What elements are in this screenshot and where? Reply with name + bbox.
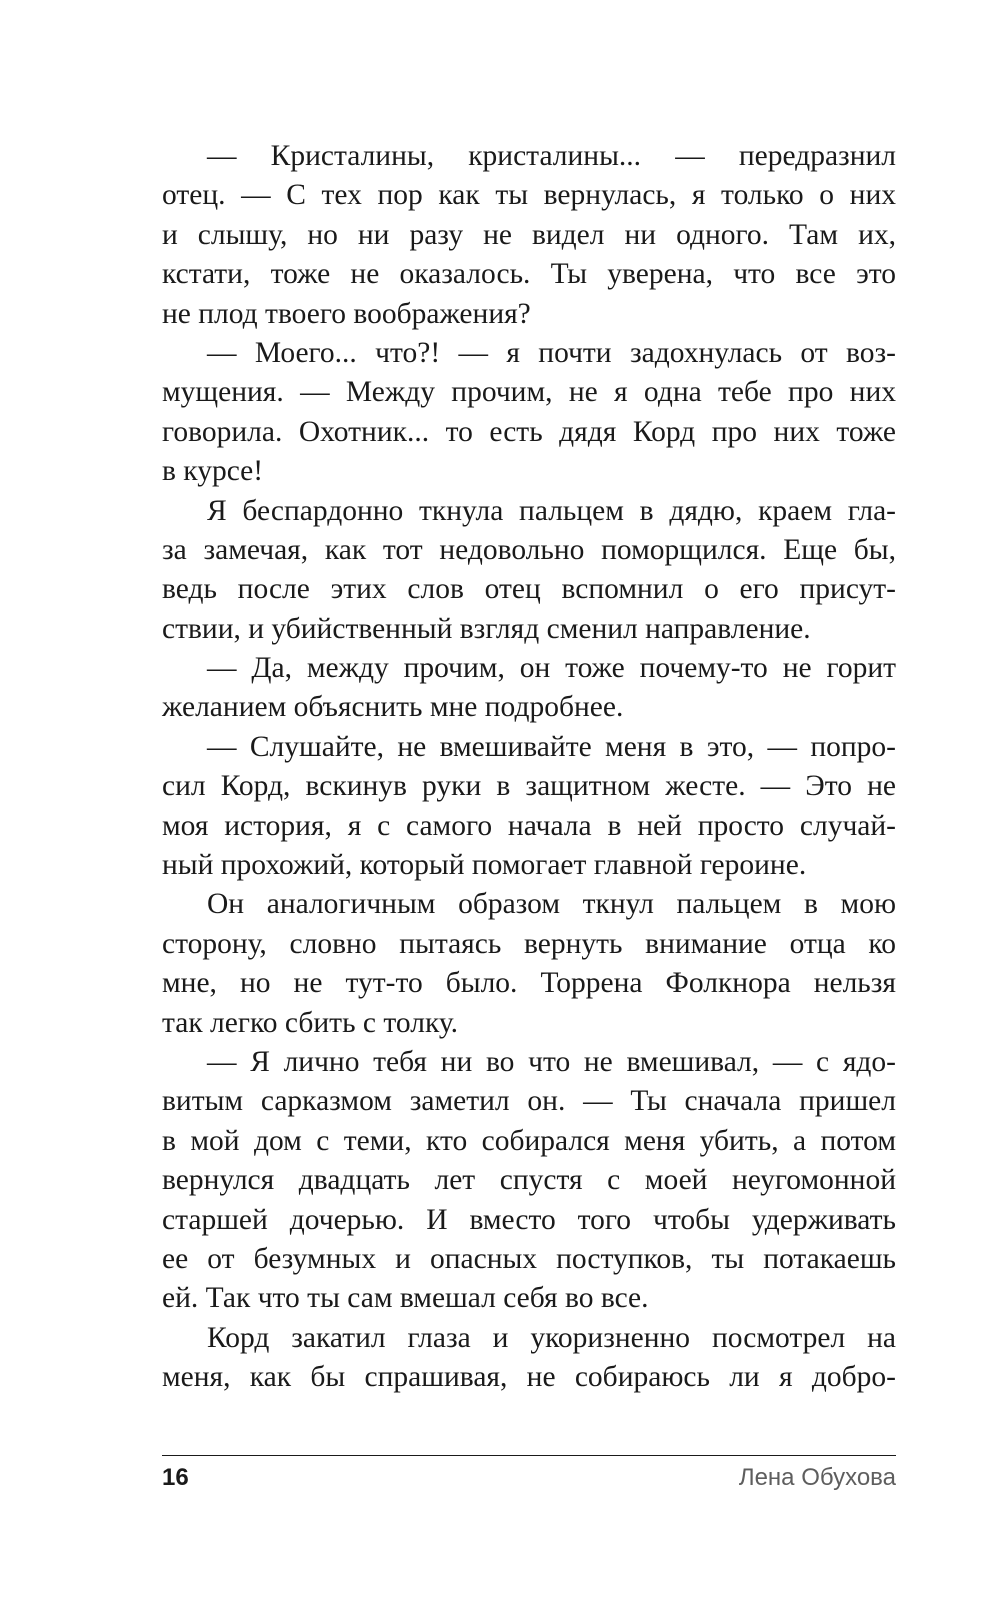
footer-divider [162, 1455, 896, 1456]
text-line: не плод твоего воображения? [162, 297, 531, 330]
text-line: моя история, я с самого начала в ней просто случай- [162, 809, 896, 842]
text-line: ведь после этих слов отец вспомнил о его присут- [162, 573, 896, 606]
text-line: в мой дом с теми, кто собирался меня убить, а потом [162, 1124, 896, 1157]
text-line: ствии, и убийственный взгляд сменил направление. [162, 612, 811, 645]
text-line: витым сарказмом заметил он. — Ты сначала пришел [162, 1085, 896, 1118]
text-line: — Я лично тебя ни во что не вмешивал, — с ядо- [207, 1045, 896, 1078]
text-line: ей. Так что ты сам вмешал себя во все. [162, 1282, 649, 1315]
running-footer-author: Лена Обухова [738, 1464, 896, 1491]
text-line: и слышу, но ни разу не видел ни одного. Там их, [162, 218, 896, 251]
text-line: за замечая, как тот недовольно поморщился. Еще бы, [162, 533, 896, 566]
text-line: мущения. — Между прочим, не я одна тебе про них [162, 376, 896, 409]
text-line: так легко сбить с толку. [162, 1006, 459, 1039]
text-line: меня, как бы спрашивая, не собираюсь ли я добро- [162, 1361, 896, 1394]
text-line: — Кристалины, кристалины... — передразнил [207, 140, 896, 172]
body-text [162, 137, 896, 1398]
text-line: сил Корд, вскинув руки в защитном жесте. — Это не [162, 770, 896, 803]
text-line: ный прохожий, который помогает главной героине. [162, 849, 807, 882]
text-line: в курсе! [162, 455, 264, 488]
text-line: кстати, тоже не оказалось. Ты уверена, что все это [162, 258, 896, 291]
text-line: мне, но не тут-то было. Торрена Фолкнора нельзя [162, 967, 896, 1000]
text-line: ее от безумных и опасных поступков, ты потакаешь [162, 1242, 896, 1275]
text-line: отец. — С тех пор как ты вернулась, я только о них [162, 179, 896, 212]
text-line: сторону, словно пытаясь вернуть внимание отца ко [162, 927, 896, 960]
text-line: Он аналогичным образом ткнул пальцем в мою [207, 888, 896, 921]
text-line: желанием объяснить мне подробнее. [162, 691, 624, 724]
text-line: Я беспардонно ткнула пальцем в дядю, краем гла- [207, 494, 896, 527]
text-line: — Моего... что?! — я почти задохнулась от воз- [207, 336, 896, 369]
text-line: говорила. Охотник... то есть дядя Корд про них тоже [162, 415, 896, 448]
text-line: — Да, между прочим, он тоже почему-то не горит [207, 652, 896, 685]
text-line: Корд закатил глаза и укоризненно посмотрел на [207, 1321, 896, 1354]
text-line: вернулся двадцать лет спустя с моей неугомонной [162, 1164, 896, 1197]
page-number: 16 [162, 1464, 189, 1491]
text-line: — Слушайте, не вмешивайте меня в это, — попро- [207, 730, 896, 763]
text-line: старшей дочерью. И вместо того чтобы удерживать [162, 1203, 896, 1236]
